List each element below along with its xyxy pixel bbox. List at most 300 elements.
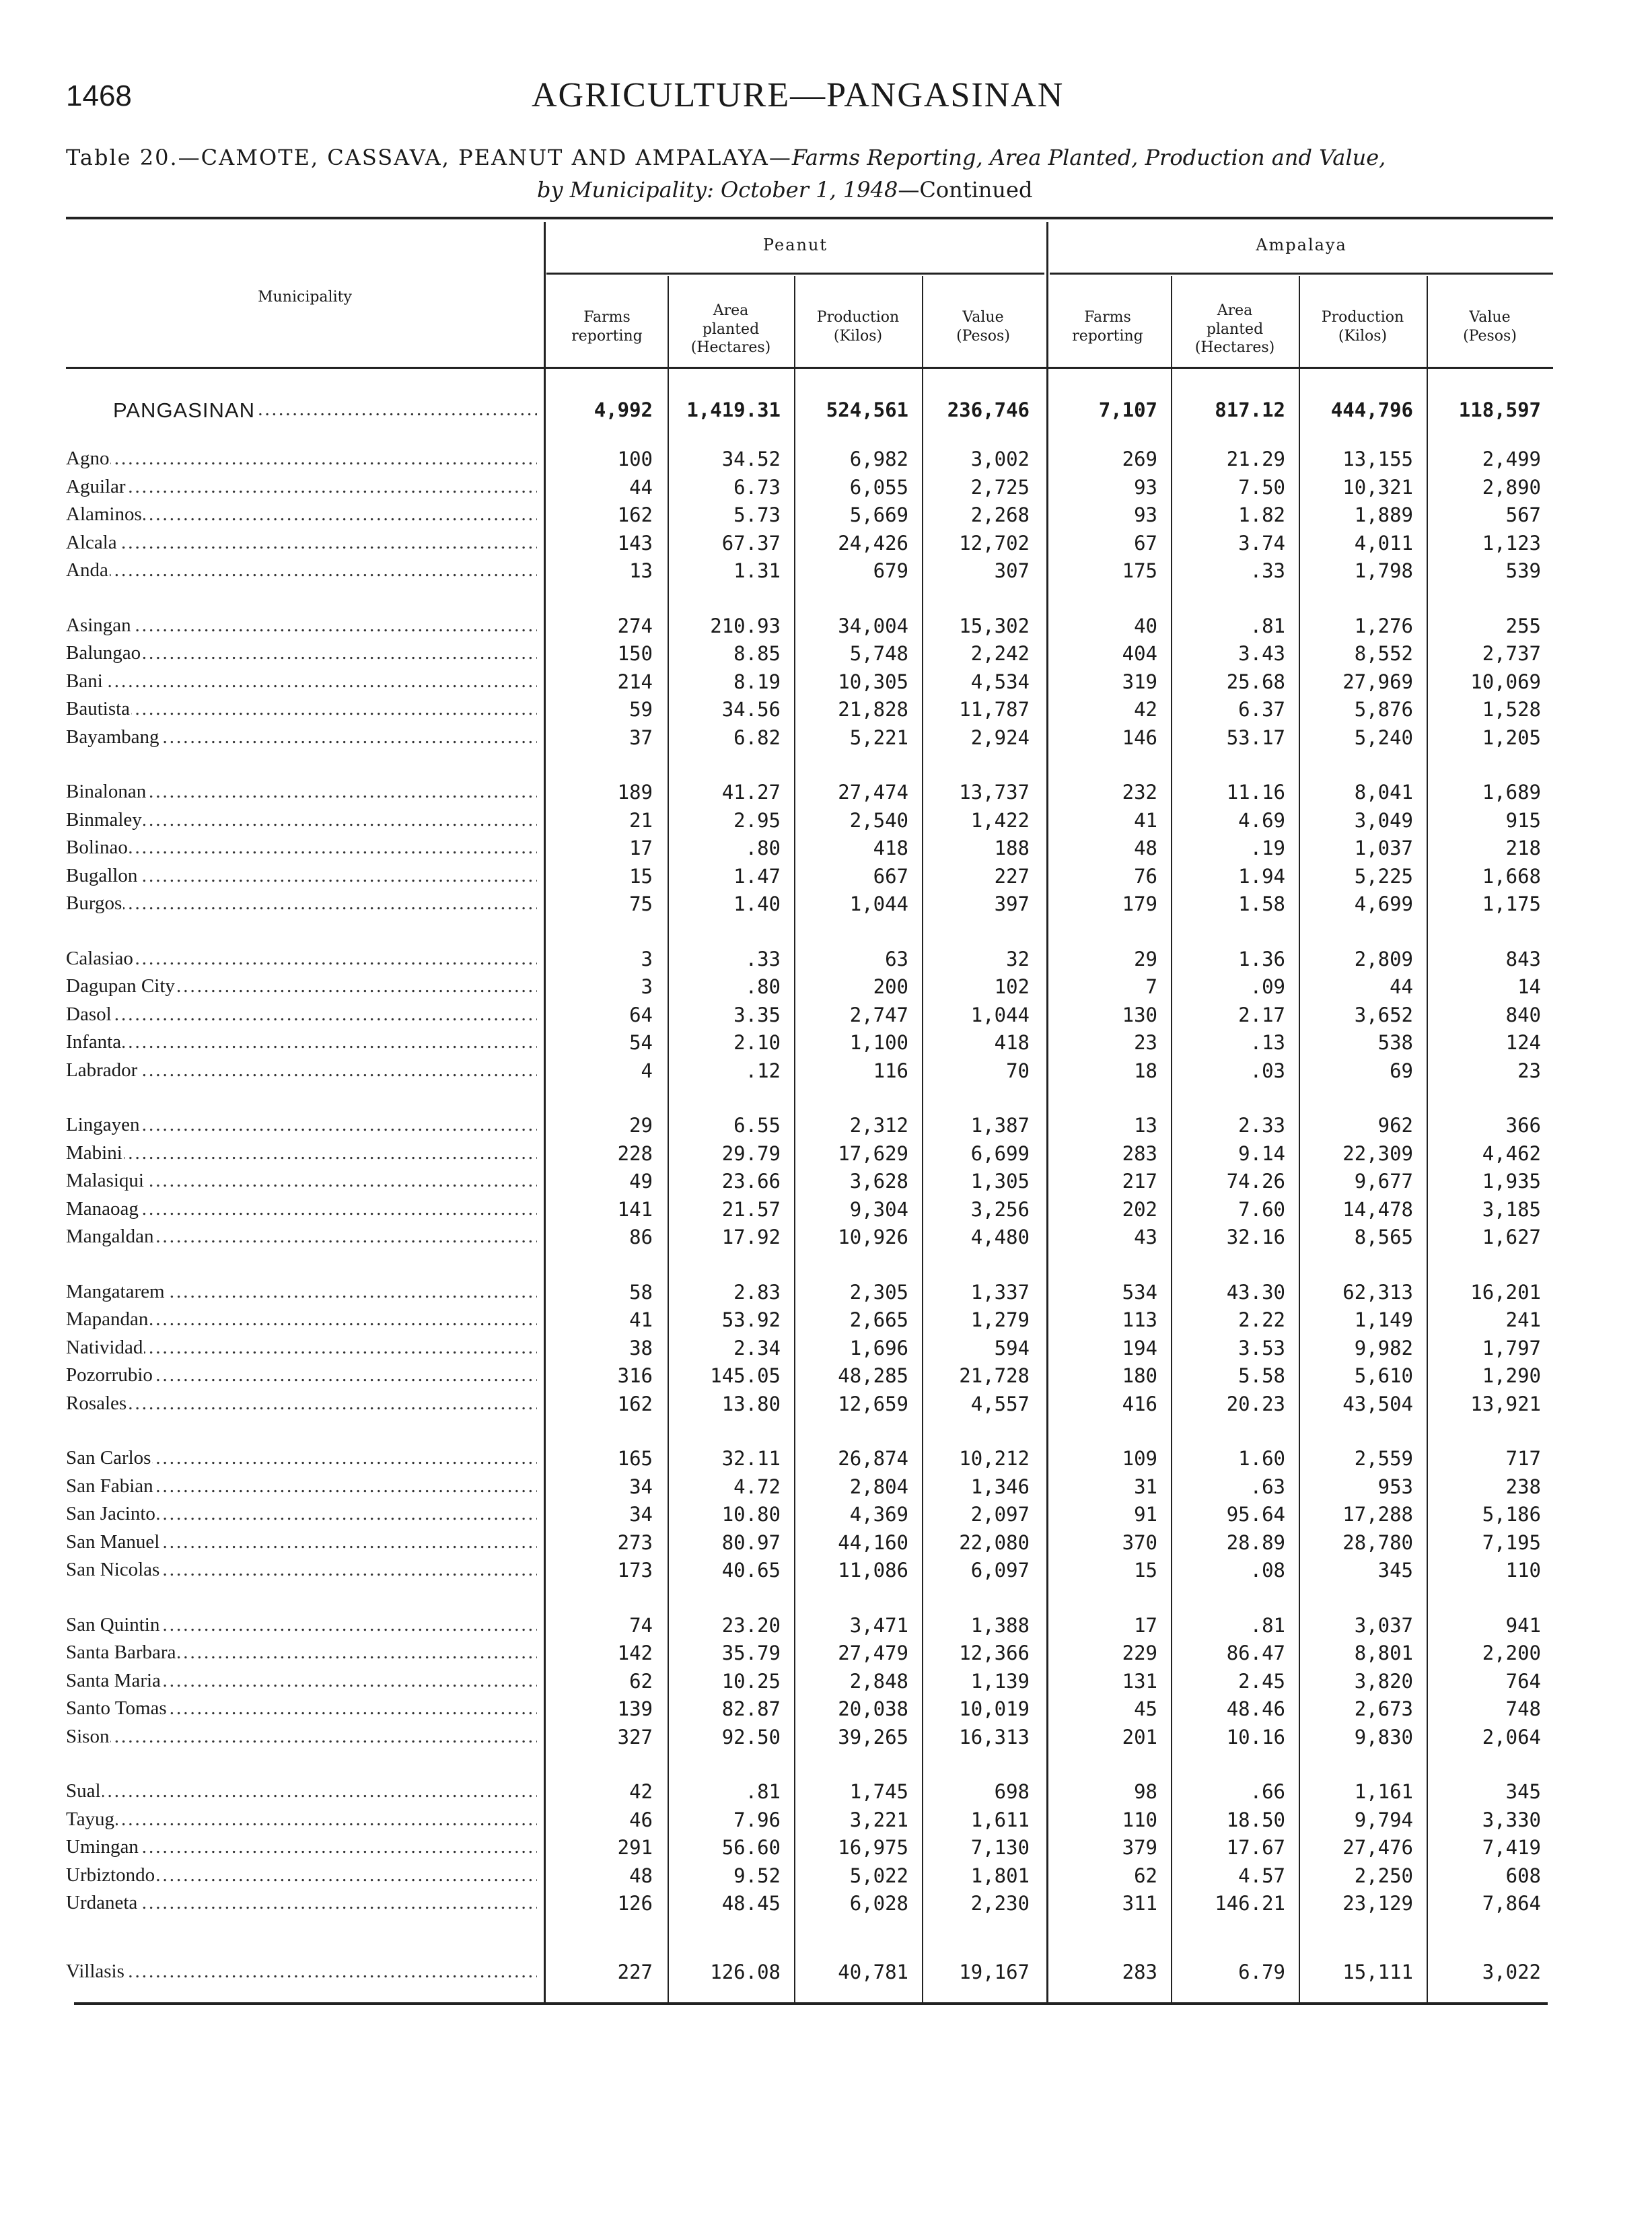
table-cell: 86 xyxy=(629,1226,653,1248)
table-cell: 146 xyxy=(1122,726,1157,749)
table-cell: 3,037 xyxy=(1354,1614,1413,1637)
table-cell: .81 xyxy=(745,1780,781,1803)
table-cell: 3,652 xyxy=(1354,1003,1413,1026)
table-cell: 4.69 xyxy=(1238,809,1285,832)
table-cell: 2,097 xyxy=(970,1503,1030,1526)
table-cell: 95.64 xyxy=(1226,1503,1285,1526)
municipality-name: Dagupan City ..... xyxy=(66,975,537,1002)
caption-subtitle-2: by Municipality: October 1, 1948 xyxy=(537,177,898,203)
table-cell: 110 xyxy=(1505,1559,1541,1582)
table-cell: 3.53 xyxy=(1238,1337,1285,1360)
table-cell: 717 xyxy=(1505,1447,1541,1470)
table-cell: 345 xyxy=(1505,1780,1541,1803)
table-cell: 5,221 xyxy=(849,726,908,749)
table-cell: 100 xyxy=(617,448,653,470)
table-cell: 3.74 xyxy=(1238,532,1285,555)
total-row-name: PANGASINAN ..... xyxy=(113,398,537,425)
table-cell: 22,309 xyxy=(1342,1142,1413,1165)
table-cell: 44 xyxy=(1390,975,1413,998)
table-cell: 2,540 xyxy=(849,809,908,832)
table-cell: 29 xyxy=(1134,948,1157,971)
municipality-name: Mangaldan ..... xyxy=(66,1226,537,1253)
table-cell: 1.40 xyxy=(733,892,781,915)
municipality-name: Santo Tomas ..... xyxy=(66,1697,537,1724)
municipality-name: San Fabian ..... xyxy=(66,1475,537,1502)
municipality-name: San Jacinto ..... xyxy=(66,1503,537,1530)
table-cell: 142 xyxy=(617,1642,653,1664)
municipality-name: Dasol ..... xyxy=(66,1003,537,1030)
table-cell: 327 xyxy=(617,1726,653,1749)
table-cell: 7,864 xyxy=(1482,1892,1541,1915)
table-cell: 38 xyxy=(629,1337,653,1360)
municipality-name: Bugallon ..... xyxy=(66,865,537,892)
table-cell: 1.60 xyxy=(1238,1447,1285,1470)
bottom-rule xyxy=(74,2002,1548,2005)
table-cell: 2,665 xyxy=(849,1308,908,1331)
table-cell: 9,304 xyxy=(849,1198,908,1221)
table-cell: 11,787 xyxy=(959,698,1030,721)
table-cell: 37 xyxy=(629,726,653,749)
table-cell: 1,696 xyxy=(849,1337,908,1360)
table-cell: 20,038 xyxy=(838,1697,908,1720)
table-cell: 53.17 xyxy=(1226,726,1285,749)
table-cell: 116 xyxy=(873,1059,908,1082)
table-cell: 74 xyxy=(629,1614,653,1637)
table-cell: 180 xyxy=(1122,1364,1157,1387)
table-cell: 34.56 xyxy=(721,698,781,721)
table-cell: 165 xyxy=(617,1447,653,1470)
table-cell: 418 xyxy=(994,1031,1030,1054)
table-cell: 40 xyxy=(1134,614,1157,637)
table-cell: 12,366 xyxy=(959,1642,1030,1664)
table-cell: 5,022 xyxy=(849,1864,908,1887)
total-cell: 524,561 xyxy=(826,398,908,421)
table-cell: 93 xyxy=(1134,503,1157,526)
total-cell: 236,746 xyxy=(947,398,1030,421)
municipality-name: Sison ..... xyxy=(66,1726,537,1753)
table-cell: 1,745 xyxy=(849,1780,908,1803)
table-cell: 5,876 xyxy=(1354,698,1413,721)
table-cell: 3.43 xyxy=(1238,642,1285,665)
table-cell: 188 xyxy=(994,837,1030,859)
caption-continued: —Continued xyxy=(898,177,1033,203)
column-header: Value (Pesos) xyxy=(1463,309,1517,345)
table-cell: 162 xyxy=(617,1392,653,1415)
table-cell: 5,748 xyxy=(849,642,908,665)
table-cell: 28.89 xyxy=(1226,1531,1285,1554)
table-cell: 2.17 xyxy=(1238,1003,1285,1026)
table-cell: 1,305 xyxy=(970,1170,1030,1193)
municipality-header: Municipality xyxy=(258,289,352,306)
table-cell: 22,080 xyxy=(959,1531,1030,1554)
municipality-name: Tayug ..... xyxy=(66,1808,537,1835)
table-cell: 418 xyxy=(873,837,908,859)
table-cell: 62 xyxy=(629,1670,653,1693)
table-cell: 2,809 xyxy=(1354,948,1413,971)
table-caption xyxy=(66,141,1560,206)
municipality-name: Binalonan ..... xyxy=(66,781,537,808)
municipality-name: Santa Barbara ..... xyxy=(66,1642,537,1668)
table-cell: 75 xyxy=(629,892,653,915)
table-cell: 748 xyxy=(1505,1697,1541,1720)
column-divider xyxy=(668,276,669,2002)
table-cell: 130 xyxy=(1122,1003,1157,1026)
table-cell: 13,155 xyxy=(1342,448,1413,470)
table-cell: 1,387 xyxy=(970,1114,1030,1137)
table-cell: 3,256 xyxy=(970,1198,1030,1221)
column-header: Farms reporting xyxy=(1072,309,1143,345)
table-cell: 3 xyxy=(641,975,653,998)
table-cell: 43,504 xyxy=(1342,1392,1413,1415)
column-header: Area planted (Hectares) xyxy=(690,302,771,356)
table-cell: 962 xyxy=(1377,1114,1413,1137)
table-cell: 2,804 xyxy=(849,1475,908,1498)
table-cell: 1,044 xyxy=(849,892,908,915)
table-cell: 3 xyxy=(641,948,653,971)
table-cell: 48,285 xyxy=(838,1364,908,1387)
municipality-name: Asingan ..... xyxy=(66,614,537,641)
table-cell: 238 xyxy=(1505,1475,1541,1498)
table-cell: 6,097 xyxy=(970,1559,1030,1582)
table-cell: 126.08 xyxy=(710,1961,781,1983)
table-cell: 113 xyxy=(1122,1308,1157,1331)
table-cell: 1,161 xyxy=(1354,1780,1413,1803)
running-head: AGRICULTURE—PANGASINAN xyxy=(532,76,1065,114)
table-cell: 27,476 xyxy=(1342,1836,1413,1859)
table-cell: 70 xyxy=(1006,1059,1030,1082)
table-cell: 62,313 xyxy=(1342,1281,1413,1304)
table-cell: 9,794 xyxy=(1354,1808,1413,1831)
table-cell: 2,305 xyxy=(849,1281,908,1304)
table-cell: 1,290 xyxy=(1482,1364,1541,1387)
municipality-name: Santa Maria ..... xyxy=(66,1670,537,1697)
table-cell: 13,921 xyxy=(1470,1392,1541,1415)
table-cell: 6.55 xyxy=(733,1114,781,1137)
table-cell: 2.33 xyxy=(1238,1114,1285,1137)
table-cell: 229 xyxy=(1122,1642,1157,1664)
table-cell: 6,699 xyxy=(970,1142,1030,1165)
table-cell: 840 xyxy=(1505,1003,1541,1026)
table-cell: 3.35 xyxy=(733,1003,781,1026)
table-cell: 39,265 xyxy=(838,1726,908,1749)
column-divider xyxy=(922,276,923,2002)
table-cell: 679 xyxy=(873,559,908,582)
table-cell: 40.65 xyxy=(721,1559,781,1582)
table-cell: 13,737 xyxy=(959,781,1030,804)
table-cell: 594 xyxy=(994,1337,1030,1360)
table-cell: 162 xyxy=(617,503,653,526)
table-cell: .80 xyxy=(745,837,781,859)
table-cell: 48.45 xyxy=(721,1892,781,1915)
table-cell: 14 xyxy=(1517,975,1541,998)
table-cell: 18.50 xyxy=(1226,1808,1285,1831)
table-cell: 76 xyxy=(1134,865,1157,888)
table-cell: .08 xyxy=(1250,1559,1285,1582)
table-cell: 98 xyxy=(1134,1780,1157,1803)
table-cell: 214 xyxy=(617,670,653,693)
table-cell: 2,848 xyxy=(849,1670,908,1693)
table-cell: 17.92 xyxy=(721,1226,781,1248)
table-cell: 25.68 xyxy=(1226,670,1285,693)
table-cell: .09 xyxy=(1250,975,1285,998)
table-cell: .33 xyxy=(745,948,781,971)
table-cell: 91 xyxy=(1134,1503,1157,1526)
table-cell: 13 xyxy=(629,559,653,582)
table-cell: 8,552 xyxy=(1354,642,1413,665)
table-cell: 69 xyxy=(1390,1059,1413,1082)
table-cell: 8,565 xyxy=(1354,1226,1413,1248)
table-cell: 48.46 xyxy=(1226,1697,1285,1720)
table-cell: 1,149 xyxy=(1354,1308,1413,1331)
table-cell: 143 xyxy=(617,532,653,555)
table-cell: 110 xyxy=(1122,1808,1157,1831)
table-cell: 218 xyxy=(1505,837,1541,859)
table-cell: .66 xyxy=(1250,1780,1285,1803)
table-cell: 41.27 xyxy=(721,781,781,804)
table-cell: 6.37 xyxy=(1238,698,1285,721)
table-cell: 1,935 xyxy=(1482,1170,1541,1193)
table-cell: 1,175 xyxy=(1482,892,1541,915)
table-cell: 131 xyxy=(1122,1670,1157,1693)
table-cell: 1,276 xyxy=(1354,614,1413,637)
table-cell: 2,064 xyxy=(1482,1726,1541,1749)
column-divider xyxy=(794,276,795,2002)
column-divider xyxy=(1171,276,1172,2002)
table-cell: 62 xyxy=(1134,1864,1157,1887)
total-cell: 1,419.31 xyxy=(686,398,781,421)
municipality-name: Aguilar ..... xyxy=(66,476,537,503)
table-cell: 27,474 xyxy=(838,781,908,804)
table-cell: 2.45 xyxy=(1238,1670,1285,1693)
table-cell: 217 xyxy=(1122,1170,1157,1193)
table-cell: 6.73 xyxy=(733,476,781,499)
table-cell: 1,611 xyxy=(970,1808,1030,1831)
total-cell: 817.12 xyxy=(1215,398,1285,421)
group-rule-ampalaya xyxy=(1050,273,1553,275)
table-cell: 1,528 xyxy=(1482,698,1541,721)
table-cell: 124 xyxy=(1505,1031,1541,1054)
table-cell: 667 xyxy=(873,865,908,888)
table-cell: 404 xyxy=(1122,642,1157,665)
table-cell: 1,044 xyxy=(970,1003,1030,1026)
table-cell: 210.93 xyxy=(710,614,781,637)
table-cell: 3,049 xyxy=(1354,809,1413,832)
table-cell: 27,479 xyxy=(838,1642,908,1664)
table-cell: 41 xyxy=(629,1308,653,1331)
municipality-name: Rosales ..... xyxy=(66,1392,537,1419)
table-cell: 2.34 xyxy=(733,1337,781,1360)
table-cell: 698 xyxy=(994,1780,1030,1803)
table-cell: 4,480 xyxy=(970,1226,1030,1248)
table-cell: 416 xyxy=(1122,1392,1157,1415)
caption-label: Table 20. xyxy=(66,145,178,170)
table-cell: 32.16 xyxy=(1226,1226,1285,1248)
table-cell: 953 xyxy=(1377,1475,1413,1498)
table-cell: 1,801 xyxy=(970,1864,1030,1887)
table-cell: .33 xyxy=(1250,559,1285,582)
table-cell: 23.20 xyxy=(721,1614,781,1637)
column-divider xyxy=(544,222,546,2002)
table-cell: 12,659 xyxy=(838,1392,908,1415)
table-cell: 4,462 xyxy=(1482,1142,1541,1165)
table-cell: 8.19 xyxy=(733,670,781,693)
municipality-name: Balungao ..... xyxy=(66,642,537,669)
table-cell: 1,689 xyxy=(1482,781,1541,804)
total-cell: 118,597 xyxy=(1458,398,1541,421)
table-cell: 109 xyxy=(1122,1447,1157,1470)
table-cell: 2,230 xyxy=(970,1892,1030,1915)
table-cell: 5,669 xyxy=(849,503,908,526)
table-cell: 139 xyxy=(617,1697,653,1720)
table-cell: 67 xyxy=(1134,532,1157,555)
table-cell: 4.57 xyxy=(1238,1864,1285,1887)
table-cell: 8.85 xyxy=(733,642,781,665)
table-cell: .03 xyxy=(1250,1059,1285,1082)
table-cell: .80 xyxy=(745,975,781,998)
table-cell: 534 xyxy=(1122,1281,1157,1304)
table-cell: 9.14 xyxy=(1238,1142,1285,1165)
municipality-name: San Carlos ..... xyxy=(66,1447,537,1474)
municipality-name: Infanta ..... xyxy=(66,1031,537,1058)
table-cell: 29 xyxy=(629,1114,653,1137)
table-cell: 9,830 xyxy=(1354,1726,1413,1749)
table-cell: 319 xyxy=(1122,670,1157,693)
municipality-name: Labrador ..... xyxy=(66,1059,537,1086)
table-cell: 74.26 xyxy=(1226,1170,1285,1193)
municipality-name: Malasiqui ..... xyxy=(66,1170,537,1197)
table-cell: 2,250 xyxy=(1354,1864,1413,1887)
table-cell: 255 xyxy=(1505,614,1541,637)
municipality-name: Urbiztondo ..... xyxy=(66,1864,537,1891)
table-cell: 13 xyxy=(1134,1114,1157,1137)
table-cell: 6,982 xyxy=(849,448,908,470)
table-cell: 15,302 xyxy=(959,614,1030,637)
table-cell: 4,534 xyxy=(970,670,1030,693)
table-cell: 21 xyxy=(629,809,653,832)
municipality-name: Mabini ..... xyxy=(66,1142,537,1169)
table-cell: 17.67 xyxy=(1226,1836,1285,1859)
table-cell: 1,205 xyxy=(1482,726,1541,749)
table-cell: 10,321 xyxy=(1342,476,1413,499)
table-cell: .12 xyxy=(745,1059,781,1082)
table-cell: 16,975 xyxy=(838,1836,908,1859)
table-cell: 7.96 xyxy=(733,1808,781,1831)
table-cell: .81 xyxy=(1250,614,1285,637)
table-cell: 45 xyxy=(1134,1697,1157,1720)
municipality-name: Umingan ..... xyxy=(66,1836,537,1863)
column-divider xyxy=(1427,276,1428,2002)
table-cell: 10,305 xyxy=(838,670,908,693)
table-cell: 2.22 xyxy=(1238,1308,1285,1331)
table-cell: 2,924 xyxy=(970,726,1030,749)
table-cell: 10,069 xyxy=(1470,670,1541,693)
table-cell: 21.57 xyxy=(721,1198,781,1221)
table-cell: 53.92 xyxy=(721,1308,781,1331)
table-cell: 608 xyxy=(1505,1864,1541,1887)
table-cell: 2,200 xyxy=(1482,1642,1541,1664)
table-cell: 1,337 xyxy=(970,1281,1030,1304)
table-cell: 567 xyxy=(1505,503,1541,526)
table-cell: 202 xyxy=(1122,1198,1157,1221)
table-cell: 2.10 xyxy=(733,1031,781,1054)
table-cell: 1,422 xyxy=(970,809,1030,832)
table-cell: 179 xyxy=(1122,892,1157,915)
table-cell: 17,288 xyxy=(1342,1503,1413,1526)
table-cell: 86.47 xyxy=(1226,1642,1285,1664)
municipality-name: Burgos ..... xyxy=(66,892,537,919)
table-cell: 397 xyxy=(994,892,1030,915)
table-cell: 67.37 xyxy=(721,532,781,555)
table-cell: 10,019 xyxy=(959,1697,1030,1720)
table-cell: 9,982 xyxy=(1354,1337,1413,1360)
table-cell: 3,022 xyxy=(1482,1961,1541,1983)
table-cell: 20.23 xyxy=(1226,1392,1285,1415)
table-cell: 4,699 xyxy=(1354,892,1413,915)
table-cell: 7,419 xyxy=(1482,1836,1541,1859)
municipality-name: Binmaley ..... xyxy=(66,809,537,836)
table-cell: 283 xyxy=(1122,1961,1157,1983)
table-cell: 2,499 xyxy=(1482,448,1541,470)
table-cell: 19,167 xyxy=(959,1961,1030,1983)
table-cell: 23 xyxy=(1517,1059,1541,1082)
table-cell: 11.16 xyxy=(1226,781,1285,804)
table-cell: 10,926 xyxy=(838,1226,908,1248)
table-cell: 274 xyxy=(617,614,653,637)
table-cell: 1.94 xyxy=(1238,865,1285,888)
table-cell: 34 xyxy=(629,1503,653,1526)
table-cell: 1,798 xyxy=(1354,559,1413,582)
table-cell: 311 xyxy=(1122,1892,1157,1915)
table-cell: 1,037 xyxy=(1354,837,1413,859)
table-cell: 3,471 xyxy=(849,1614,908,1637)
table-cell: 56.60 xyxy=(721,1836,781,1859)
table-cell: 175 xyxy=(1122,559,1157,582)
table-cell: 32 xyxy=(1006,948,1030,971)
table-cell: 366 xyxy=(1505,1114,1541,1137)
table-cell: 6,028 xyxy=(849,1892,908,1915)
table-cell: 15,111 xyxy=(1342,1961,1413,1983)
table-cell: 43 xyxy=(1134,1226,1157,1248)
municipality-name: Villasis ..... xyxy=(66,1961,537,1987)
table-cell: 5.58 xyxy=(1238,1364,1285,1387)
table-cell: 42 xyxy=(629,1780,653,1803)
table-cell: 10.16 xyxy=(1226,1726,1285,1749)
table-cell: 2,559 xyxy=(1354,1447,1413,1470)
table-cell: 3,330 xyxy=(1482,1808,1541,1831)
table-cell: 1,797 xyxy=(1482,1337,1541,1360)
table-cell: 7.60 xyxy=(1238,1198,1285,1221)
municipality-name: Calasiao ..... xyxy=(66,948,537,975)
group-header-ampalaya: Ampalaya xyxy=(1256,236,1347,254)
table-cell: 34 xyxy=(629,1475,653,1498)
table-cell: 141 xyxy=(617,1198,653,1221)
table-cell: 34.52 xyxy=(721,448,781,470)
municipality-name: San Nicolas ..... xyxy=(66,1559,537,1586)
caption-title: —CAMOTE, CASSAVA, PEANUT AND AMPALAYA— xyxy=(178,145,792,170)
table-cell: 5.73 xyxy=(733,503,781,526)
municipality-name: Bautista ..... xyxy=(66,698,537,725)
table-cell: 370 xyxy=(1122,1531,1157,1554)
table-cell: 4,369 xyxy=(849,1503,908,1526)
caption-subtitle-1: Farms Reporting, Area Planted, Production and Value, xyxy=(791,145,1386,170)
table-cell: 46 xyxy=(629,1808,653,1831)
table-cell: 15 xyxy=(1134,1559,1157,1582)
table-cell: 6.82 xyxy=(733,726,781,749)
page-number: 1468 xyxy=(66,79,132,112)
table-cell: .63 xyxy=(1250,1475,1285,1498)
table-cell: 10.25 xyxy=(721,1670,781,1693)
table-cell: 1,668 xyxy=(1482,865,1541,888)
